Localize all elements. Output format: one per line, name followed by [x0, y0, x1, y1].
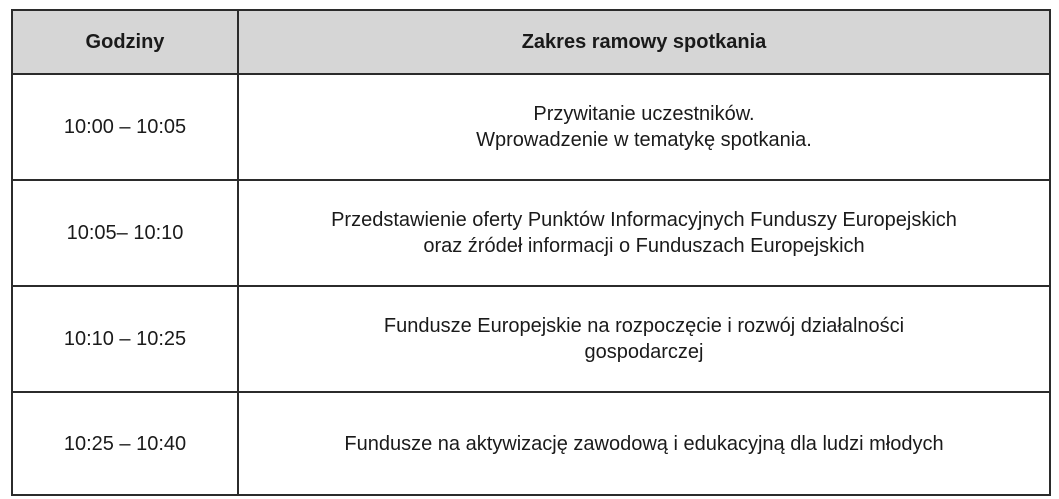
time-cell: 10:05– 10:10 [12, 180, 238, 286]
description-line: Wprowadzenie w tematykę spotkania. [476, 129, 812, 151]
time-cell: 10:00 – 10:05 [12, 74, 238, 180]
description-line: gospodarczej [584, 341, 704, 363]
time-cell: 10:25 – 10:40 [12, 392, 238, 495]
description-line: Przedstawienie oferty Punktów Informacyjnych Funduszy Europejskich [331, 209, 957, 231]
agenda-table [11, 9, 1051, 496]
agenda-table-header [12, 10, 1050, 74]
agenda-table-body [12, 74, 1050, 495]
header-row [12, 10, 1050, 74]
description-line: oraz źródeł informacji o Funduszach Europejskich [423, 235, 865, 257]
description-cell [238, 74, 1050, 180]
description-line: Fundusze na aktywizację zawodową i edukacyjną dla ludzi młodych [344, 432, 944, 455]
table-row [12, 392, 1050, 495]
header-hours: Godziny [12, 10, 238, 74]
header-scope: Zakres ramowy spotkania [238, 10, 1050, 74]
description-cell [238, 286, 1050, 392]
description-cell [238, 392, 1050, 495]
description-line: Fundusze Europejskie na rozpoczęcie i rozwój działalności [383, 315, 905, 337]
time-cell: 10:10 – 10:25 [12, 286, 238, 392]
description-cell [238, 180, 1050, 286]
table-row [12, 286, 1050, 392]
table-row [12, 180, 1050, 286]
description-line: Przywitanie uczestników. [533, 103, 755, 125]
table-row [12, 74, 1050, 180]
